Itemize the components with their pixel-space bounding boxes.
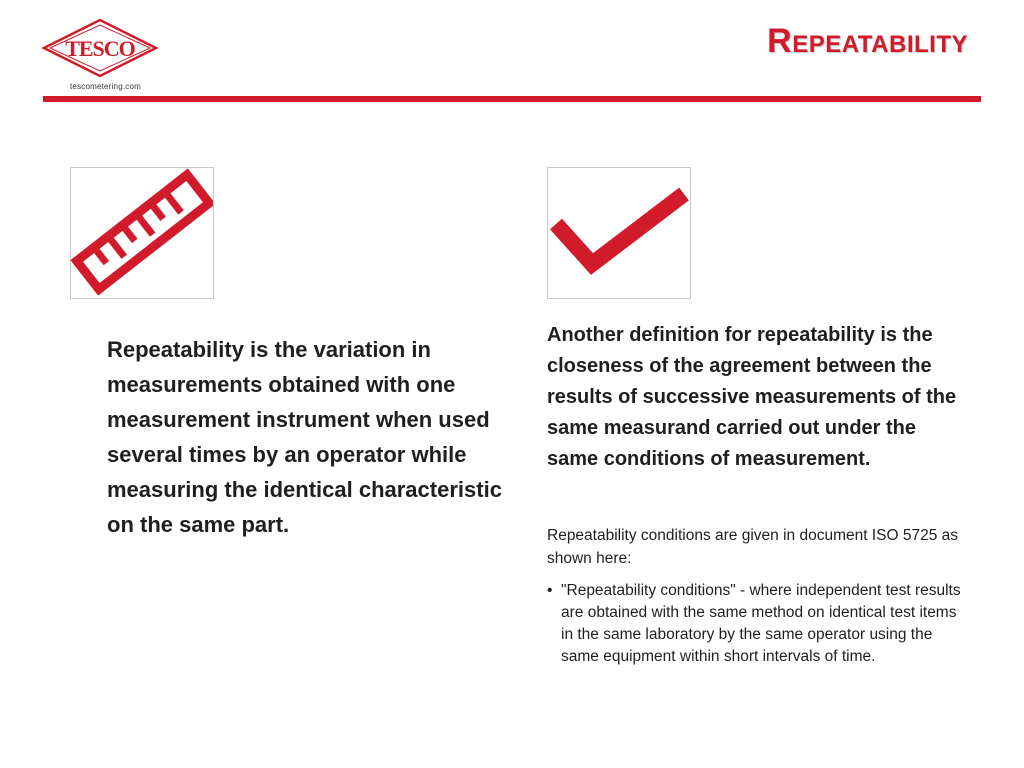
ruler-icon-box: [70, 167, 214, 299]
page-title: Repeatability: [767, 22, 968, 60]
checkmark-icon-box: [547, 167, 691, 299]
bullet-text: "Repeatability conditions" - where independent test results are obtained with the same method on identical test items in the same laboratory by the same operator using the same equipment within short intervals of time.: [561, 582, 961, 665]
logo-text: TESCO: [65, 36, 135, 61]
definition-text-right: Another definition for repeatability is the closeness of the agreement between the results of successive measurements of the same measurand carried out under the same conditions of measurement.: [547, 324, 957, 470]
definition-text-left: Repeatability is the variation in measurements obtained with one measurement instrument when used several times by an operator while measuring the identical characteristic on the same part.: [107, 337, 502, 537]
ruler-icon: [71, 168, 213, 298]
checkmark-icon: [548, 168, 690, 298]
bullet-dot: •: [547, 582, 553, 599]
tesco-logo: [40, 16, 160, 92]
header-divider: [43, 96, 981, 102]
repeatability-conditions-bullet: [547, 580, 967, 668]
iso-note: Repeatability conditions are given in document ISO 5725 as shown here:: [547, 527, 958, 567]
logo-url: tescometering.com: [70, 82, 141, 91]
